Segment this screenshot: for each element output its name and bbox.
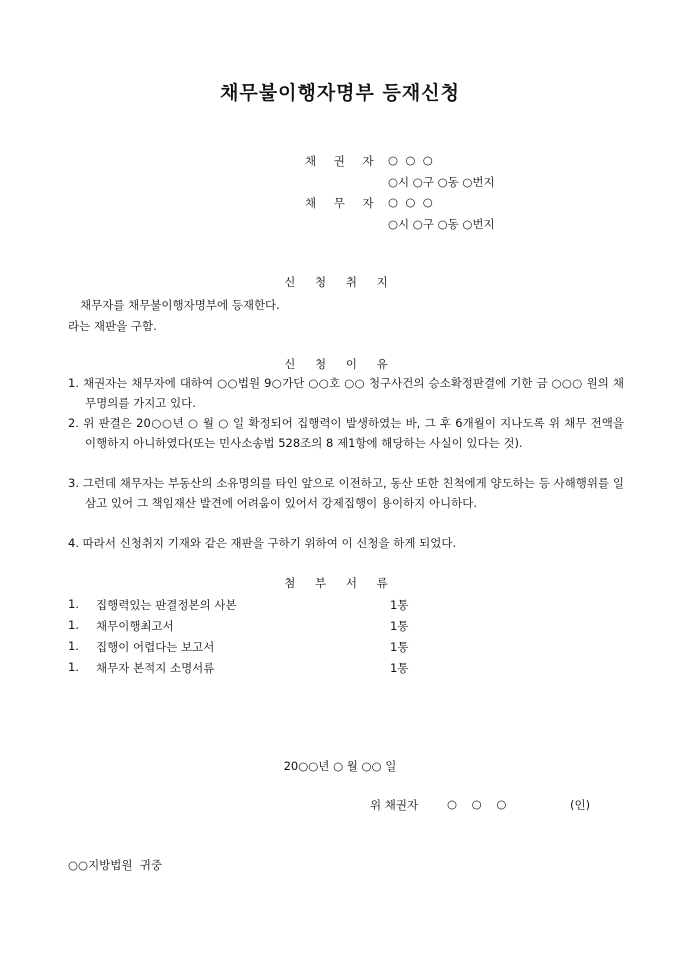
purpose-heading: 신 청 취 지 xyxy=(284,275,396,289)
debtor-name: ○ ○ ○ xyxy=(388,195,433,209)
reason-item-2: 2. 위 판결은 20○○년 ○ 월 ○ 일 확정되어 집행력이 발생하였는 바, 그 후 6개월이 지나도록 위 채무 전액을 이행하지 아니하였다(또는 민사소송법 528조의 8 제1항에 해당하는 사실이 있다는 것). xyxy=(68,416,624,450)
attachment-name: 채무이행최고서 xyxy=(96,619,174,633)
reason-item-1: 1. 채권자는 채무자에 대하여 ○○법원 9○가단 ○○호 ○○ 청구사건의 승소확정판결에 기한 금 ○○○ 원의 채무명의를 가지고 있다. xyxy=(68,376,624,410)
attachment-number: 1. xyxy=(68,618,79,632)
attachment-number: 1. xyxy=(68,639,79,653)
creditor-name: ○ ○ ○ xyxy=(388,153,433,167)
attachment-name: 채무자 본적지 소명서류 xyxy=(96,661,215,675)
attachment-quantity: 1통 xyxy=(390,661,409,675)
creditor-address: ○시 ○구 ○동 ○번지 xyxy=(388,175,495,189)
attachment-name: 집행이 어렵다는 보고서 xyxy=(96,640,215,654)
reasons-heading: 신 청 이 유 xyxy=(284,357,396,371)
attachment-quantity: 1통 xyxy=(390,598,409,612)
document-date: 20○○년 ○ 월 ○○ 일 xyxy=(283,759,397,773)
signature-name: ○ ○ ○ xyxy=(447,797,507,811)
attachment-number: 1. xyxy=(68,597,79,611)
reason-item-3: 3. 그런데 채무자는 부동산의 소유명의를 타인 앞으로 이전하고, 동산 또한 친척에게 양도하는 등 사해행위를 일삼고 있어 그 책임재산 발견에 어려움이 있어서 강제집행이 용이하지 아니하다. xyxy=(68,476,624,510)
debtor-label: 채 무 자 xyxy=(305,196,381,210)
attachment-name: 집행력있는 판결정본의 사본 xyxy=(96,598,237,612)
debtor-address: ○시 ○구 ○동 ○번지 xyxy=(388,217,495,231)
signature-label: 위 채권자 xyxy=(370,798,419,812)
attachments-heading: 첨 부 서 류 xyxy=(284,576,396,590)
seal-mark: (인) xyxy=(570,798,591,812)
court-addressee: ○○지방법원 귀중 xyxy=(68,858,163,872)
purpose-line-1: 채무자를 채무불이행자명부에 등재한다. xyxy=(80,298,280,312)
attachment-quantity: 1통 xyxy=(390,619,409,633)
creditor-label: 채 권 자 xyxy=(305,154,381,168)
attachment-quantity: 1통 xyxy=(390,640,409,654)
reason-item-4: 4. 따라서 신청취지 기재와 같은 재판을 구하기 위하여 이 신청을 하게 되었다. xyxy=(68,536,457,550)
attachment-number: 1. xyxy=(68,660,79,674)
document-title: 채무불이행자명부 등재신청 xyxy=(220,82,460,104)
purpose-line-2: 라는 재판을 구함. xyxy=(68,319,157,333)
